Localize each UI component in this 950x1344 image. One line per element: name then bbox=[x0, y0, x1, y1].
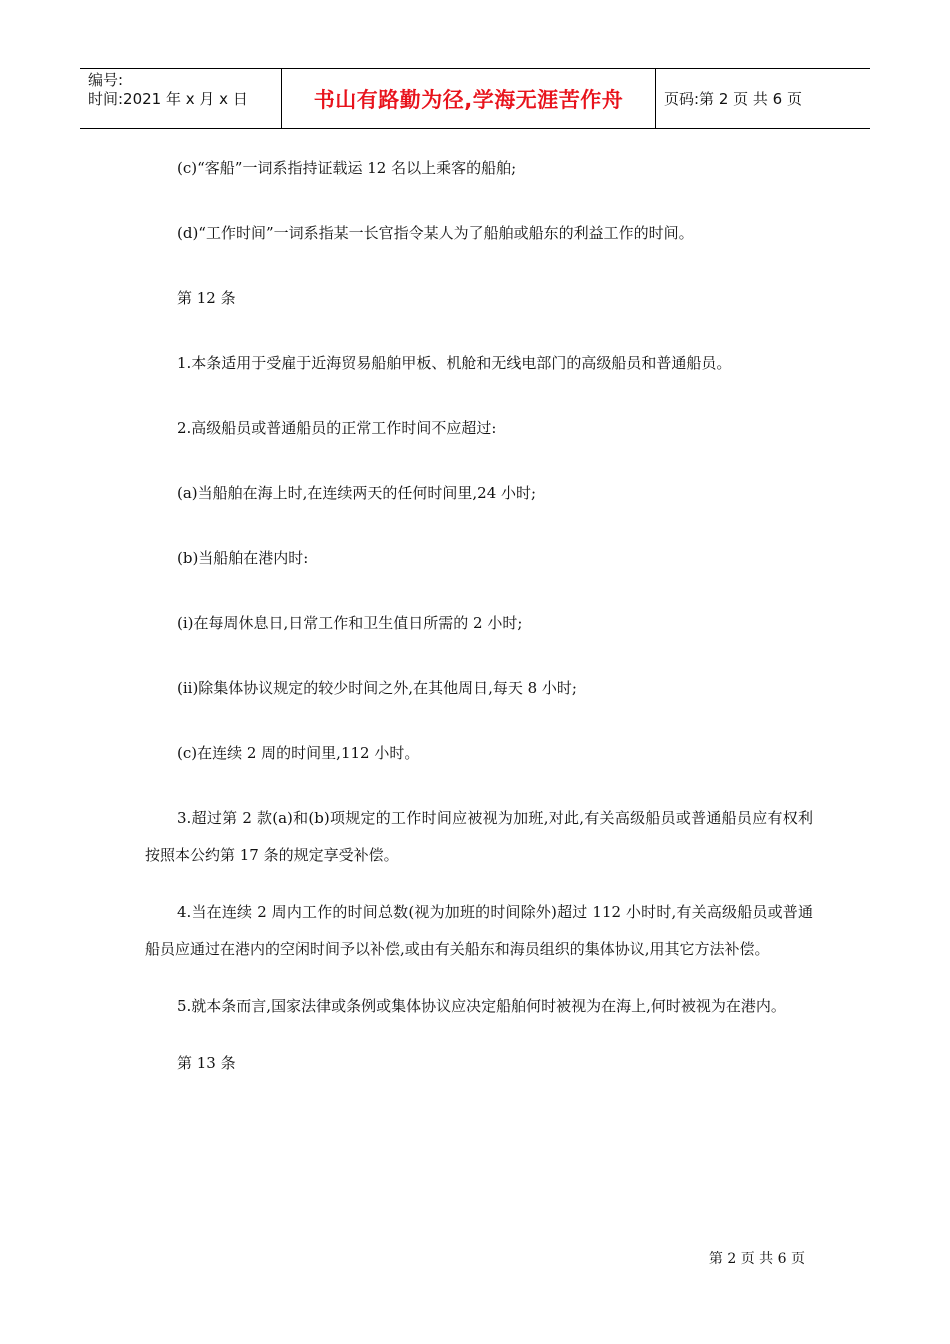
paragraph: 1.本条适用于受雇于近海贸易船舶甲板、机舱和无线电部门的高级船员和普通船员。 bbox=[177, 354, 732, 372]
document-body bbox=[145, 150, 813, 1082]
paragraph: (d)“工作时间”一词系指某一长官指令某人为了船舶或船东的利益工作的时间。 bbox=[177, 224, 694, 242]
header-meta bbox=[80, 69, 282, 128]
paragraph: 2.高级船员或普通船员的正常工作时间不应超过: bbox=[177, 419, 497, 437]
paragraph: (b)当船舶在港内时: bbox=[177, 549, 309, 567]
article-heading: 第 12 条 bbox=[177, 289, 236, 307]
paragraph: (c)在连续 2 周的时间里,112 小时。 bbox=[177, 744, 420, 762]
page-header bbox=[80, 68, 870, 129]
document-number-label: 编号: bbox=[88, 71, 124, 89]
paragraph: 5.就本条而言,国家法律或条例或集体协议应决定船舶何时被视为在海上,何时被视为在港内。 bbox=[177, 997, 786, 1015]
paragraph: (a)当船舶在海上时,在连续两天的任何时间里,24 小时; bbox=[177, 484, 537, 502]
document-time-label: 时间:2021 年 x 月 x 日 bbox=[88, 90, 248, 108]
header-page-number: 页码:第 2 页 共 6 页 bbox=[664, 90, 802, 108]
paragraph: (i)在每周休息日,日常工作和卫生值日所需的 2 小时; bbox=[177, 614, 523, 632]
paragraph: (c)“客船”一词系指持证载运 12 名以上乘客的船舶; bbox=[177, 159, 517, 177]
page-footer: 第 2 页 共 6 页 bbox=[708, 1251, 805, 1267]
header-motto: 书山有路勤为径,学海无涯苦作舟 bbox=[282, 69, 656, 128]
article-heading: 第 13 条 bbox=[177, 1054, 236, 1072]
paragraph: (ii)除集体协议规定的较少时间之外,在其他周日,每天 8 小时; bbox=[177, 679, 577, 697]
paragraph: 3.超过第 2 款(a)和(b)项规定的工作时间应被视为加班,对此,有关高级船员或普通船员应有权利按照本公约第 17 条的规定享受补偿。 bbox=[145, 809, 813, 864]
paragraph: 4.当在连续 2 周内工作的时间总数(视为加班的时间除外)超过 112 小时时,有关高级船员或普通船员应通过在港内的空闲时间予以补偿,或由有关船东和海员组织的集体协议,用其它方法补偿。 bbox=[145, 903, 813, 958]
